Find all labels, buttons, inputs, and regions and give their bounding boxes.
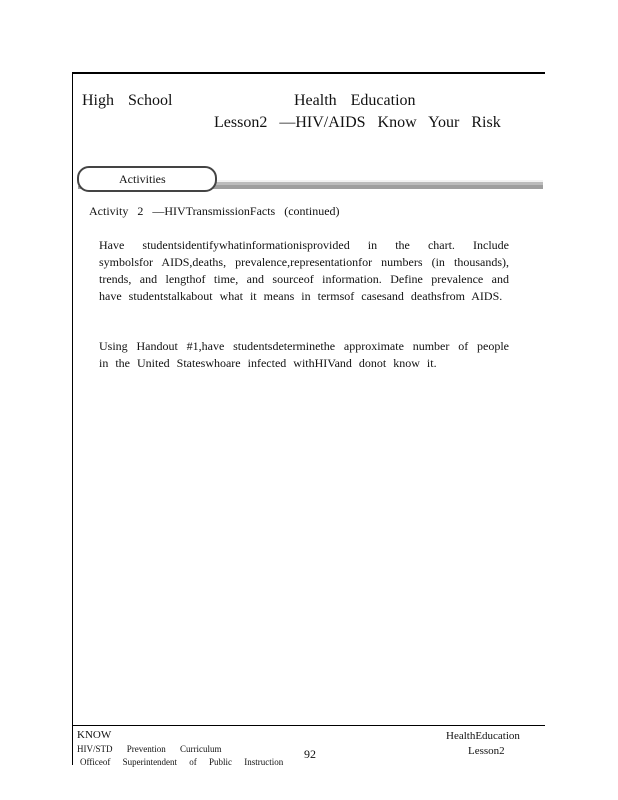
footer-subject: HealthEducation [446, 730, 520, 742]
paragraph-chart-info: Have studentsidentifywhatinformationisprovided in the chart. Include symbolsfor AIDS,deaths, prevalence,representationfor numbers (in thousands), trends, and lengthof time, and sourceof information. Define prevalence and have studentstalkabout what it means in termsof casesand deathsfrom AIDS. [99, 238, 509, 303]
page-number: 92 [304, 747, 316, 761]
section-band [213, 180, 543, 189]
footer-curriculum: HIV/STD Prevention Curriculum [77, 744, 222, 754]
footer-lesson: Lesson2 [468, 745, 505, 757]
footer-office: Officeof Superintendent of Public Instruction [80, 757, 284, 767]
header-course-name: High School [82, 92, 173, 109]
page-frame-left-rule [72, 72, 73, 765]
footer-know: KNOW [77, 729, 112, 741]
header-subject: Health Education [294, 92, 416, 109]
activities-tab-label: Activities [119, 172, 166, 186]
activities-section-tab [77, 166, 217, 192]
header-lesson-title: Lesson2 —HIV/AIDS Know Your Risk [214, 114, 501, 131]
footer-rule [72, 725, 545, 726]
paragraph-handout: Using Handout #1,have studentsdeterminethe approximate number of people in the United Stateswhoare infected withHIVand donot know it. [99, 339, 509, 370]
page-frame-top-rule [72, 72, 545, 74]
activity-title: Activity 2 —HIVTransmissionFacts (continued) [89, 204, 340, 218]
